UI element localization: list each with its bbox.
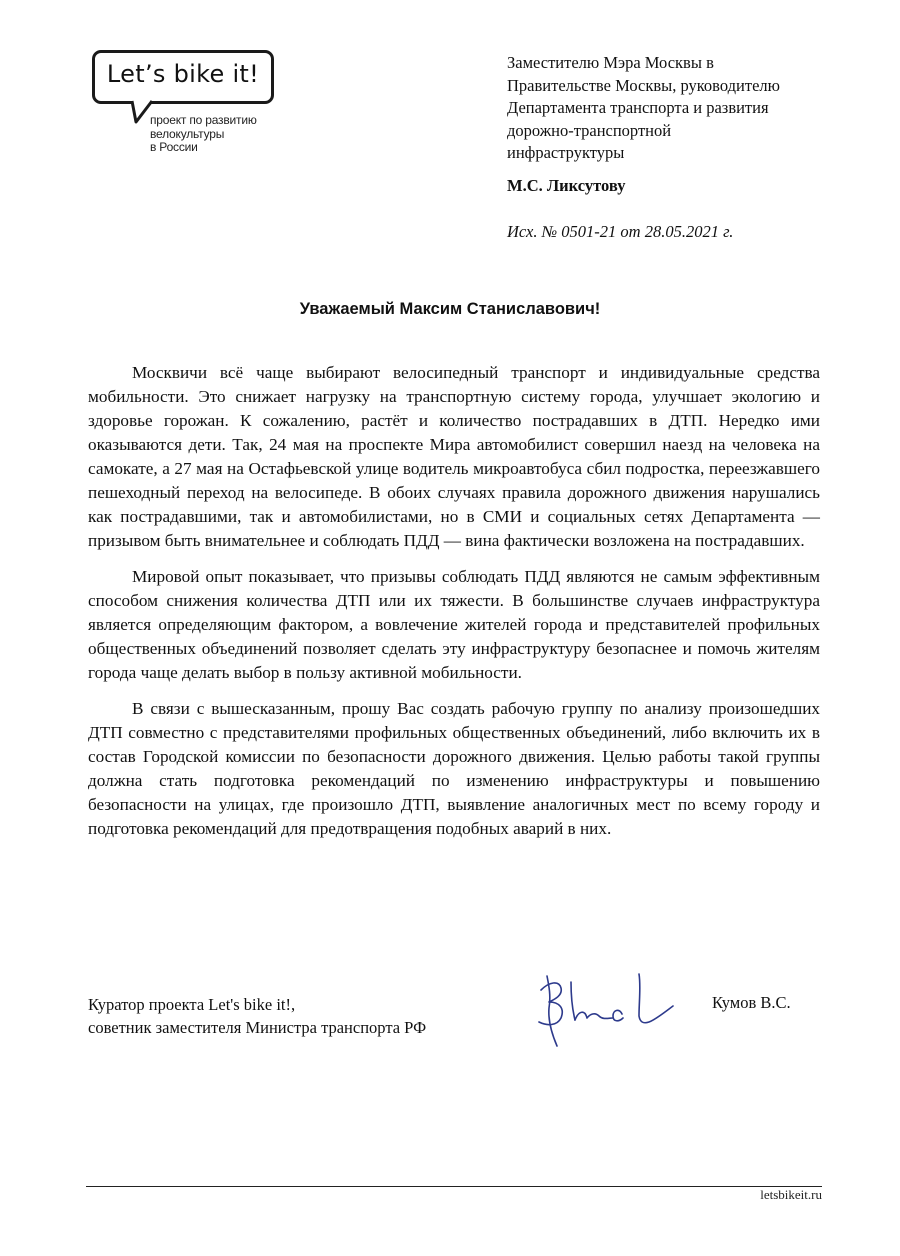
body-paragraph: Москвичи всё чаще выбирают велосипедный транспорт и индивидуальные средства мобильности. Это снижает нагрузку на транспортную систему города, улучшает экологию и здоровье горожан. К сожалению, растёт и количество пострадавших в ДТП. Нередко ими оказываются дети. Так, 24 мая на проспекте Мира автомобилист совершил наезд на человека на самокате, а 27 мая на Остафьевской улице водитель микроавтобуса сбил подростка, переезжавшего пешеходный переход на велосипеде. В обоих случаях правила дорожного движения нарушались как пострадавшими, так и автомобилистами, но в СМИ и социальных сетях Департамента — призывом быть внимательнее и соблюдать ПДД — вина фактически возложена на пострадавших.	[88, 363, 820, 550]
handwritten-signature	[527, 968, 677, 1048]
logo	[92, 50, 292, 170]
footer-url: letsbikeit.ru	[760, 1187, 822, 1202]
signer-title	[88, 993, 426, 1039]
addressee-line: Департамента транспорта и развития	[507, 98, 769, 117]
signer-title-line: советник заместителя Министра транспорта РФ	[88, 1018, 427, 1037]
greeting: Уважаемый Максим Станиславович!	[299, 300, 601, 318]
logo-tagline	[150, 114, 300, 155]
logo-tagline-line: в России	[150, 140, 198, 154]
signer-name: Кумов В.С.	[712, 993, 791, 1012]
logo-tagline-line: проект по развитию	[150, 113, 257, 127]
outgoing-number: Исх. № 0501-21 от 28.05.2021 г.	[507, 222, 734, 241]
addressee-line: Заместителю Мэра Москвы в	[507, 53, 714, 72]
addressee-line: Правительстве Москвы, руководителю	[507, 75, 780, 95]
logo-name: Let’s bike it!	[106, 60, 260, 88]
recipient-name: М.С. Ликсутову	[507, 176, 626, 195]
addressee-line: инфраструктуры	[507, 143, 625, 162]
body-paragraph: В связи с вышесказанным, прошу Вас создать рабочую группу по анализу произошедших ДТП совместно с представителями профильных общественных объединений, либо включить их в состав Городской комиссии по безопасности дорожного движения. Целью работы такой группы должна стать подготовка рекомендаций по изменению инфраструктуры и повышению безопасности на улицах, где произошло ДТП, выявление аналогичных мест по всему городу и подготовка рекомендаций для предотвращения подобных аварий в них.	[88, 699, 820, 838]
letter-body	[88, 361, 820, 853]
logo-tagline-line: велокультуры	[150, 126, 225, 141]
addressee-block	[507, 52, 837, 165]
footer-divider	[86, 1186, 822, 1187]
signer-title-line: Куратор проекта Let's bike it!,	[88, 995, 296, 1014]
addressee-line: дорожно-транспортной	[507, 120, 672, 140]
body-paragraph: Мировой опыт показывает, что призывы соблюдать ПДД являются не самым эффективным способом снижения количества ДТП или их тяжести. В большинстве случаев инфраструктура является определяющим фактором, а вовлечение жителей города и представителей профильных общественных объединений позволяет сделать эту инфраструктуру безопаснее и помочь жителям города чаще делать выбор в пользу активной мобильности.	[88, 567, 820, 682]
